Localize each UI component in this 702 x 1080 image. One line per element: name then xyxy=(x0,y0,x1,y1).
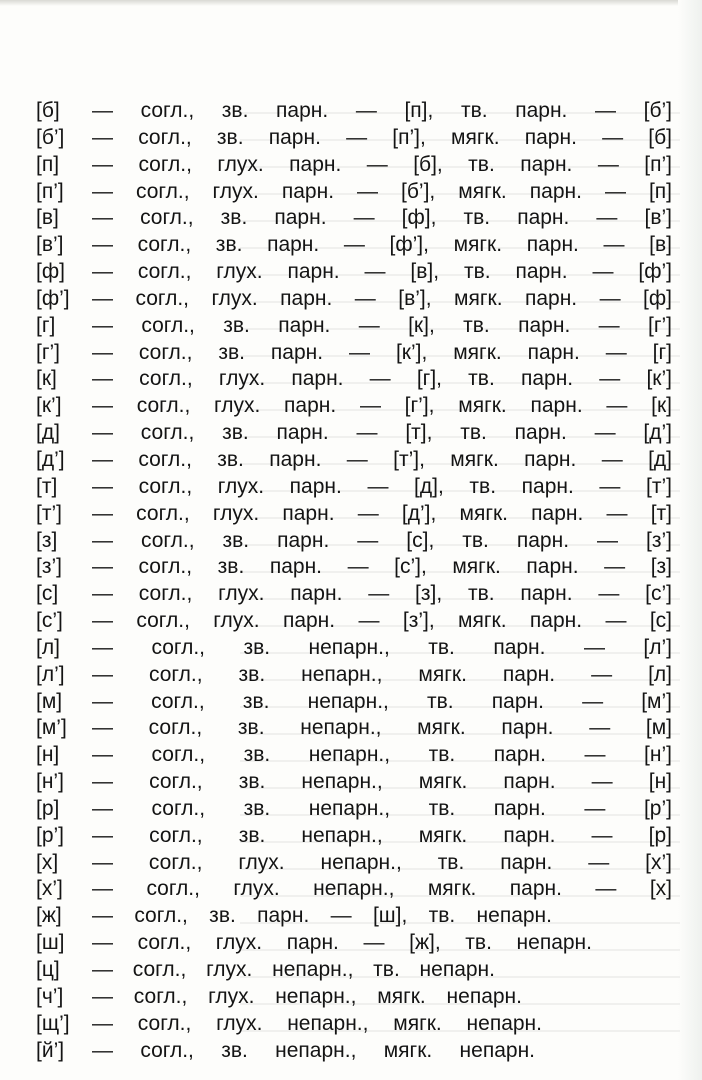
sound-symbol: [з] xyxy=(36,528,58,552)
page-right-edge xyxy=(678,0,702,1080)
sound-symbol: [т] xyxy=(36,474,58,498)
consonant-row xyxy=(36,286,672,313)
consonant-row xyxy=(36,984,664,1011)
sound-description: — согл., глух. парн. — [в], тв. парн. — [ф’] xyxy=(92,260,672,284)
sound-symbol: [щ’] xyxy=(36,1011,70,1035)
sound-description: — согл., глух. парн. — [г’], мягк. парн. — [к] xyxy=(92,394,672,418)
consonant-row xyxy=(36,689,672,716)
sound-symbol: [к’] xyxy=(36,394,62,418)
sound-description: — согл., зв. непарн., мягк. непарн. xyxy=(92,1038,535,1062)
sound-symbol: [з’] xyxy=(36,555,62,579)
sound-description: — согл., зв. парн. — [п], тв. парн. — [б’] xyxy=(92,99,672,122)
sound-description: — согл., зв. непарн., тв. парн. — [н’] xyxy=(92,743,672,767)
consonant-row xyxy=(36,98,672,125)
sound-symbol: [к] xyxy=(36,367,57,391)
consonant-row xyxy=(36,313,672,340)
sound-symbol: [ж] xyxy=(36,904,62,928)
consonant-list xyxy=(36,98,672,1064)
consonant-row xyxy=(36,420,672,447)
consonant-row xyxy=(36,125,672,152)
sound-symbol: [н] xyxy=(36,743,60,767)
sound-description: — согл., зв. непарн., мягк. парн. — [л] xyxy=(92,662,672,686)
page-top-edge xyxy=(0,0,702,6)
consonant-row xyxy=(36,850,672,877)
consonant-row xyxy=(36,232,672,259)
sound-description: — согл., глух. парн. — [з’], мягк. парн. — [с] xyxy=(92,609,672,633)
sound-description: — согл., глух. парн. — [г], тв. парн. — [к’] xyxy=(92,367,672,391)
sound-symbol: [н’] xyxy=(36,770,64,794)
consonant-row xyxy=(36,259,672,286)
sound-description: — согл., зв. парн. — [ш], тв. непарн. xyxy=(92,904,552,928)
sound-symbol: [ф] xyxy=(36,260,65,284)
consonant-row xyxy=(36,474,672,501)
consonant-row xyxy=(36,554,672,581)
consonant-row xyxy=(36,635,672,662)
sound-description: — согл., глух. непарн., мягк. непарн. xyxy=(92,984,522,1008)
sound-symbol: [б] xyxy=(36,99,60,122)
consonant-row xyxy=(36,366,672,393)
consonant-row xyxy=(36,876,672,903)
sound-symbol: [т’] xyxy=(36,501,62,525)
sound-symbol: [р’] xyxy=(36,823,65,847)
sound-description: — согл., зв. непарн., тв. парн. — [р’] xyxy=(92,796,672,820)
sound-symbol: [х’] xyxy=(36,877,63,901)
sound-symbol: [л’] xyxy=(36,662,65,686)
sound-symbol: [ф’] xyxy=(36,286,70,310)
sound-symbol: [х] xyxy=(36,850,59,874)
sound-description: — согл., зв. парн. — [с], тв. парн. — [з’] xyxy=(92,528,672,552)
consonant-row xyxy=(36,447,672,474)
sound-symbol: [м] xyxy=(36,689,63,713)
consonant-row xyxy=(36,608,672,635)
sound-symbol: [в’] xyxy=(36,233,64,257)
sound-description: — согл., зв. непарн., мягк. парн. — [р] xyxy=(92,823,672,847)
sound-description: — согл., зв. парн. — [к’], мягк. парн. — [г] xyxy=(92,340,672,364)
sound-description: — согл., глух. парн. — [б’], мягк. парн. — [п] xyxy=(92,179,672,203)
sound-symbol: [л] xyxy=(36,635,60,659)
sound-description: — согл., зв. парн. — [т], тв. парн. — [д’] xyxy=(92,421,672,445)
sound-description: — согл., глух. непарн., мягк. парн. — [х] xyxy=(92,877,672,901)
sound-description: — согл., глух. парн. — [д’], мягк. парн. — [т] xyxy=(92,501,672,525)
sound-symbol: [б’] xyxy=(36,125,65,149)
consonant-row xyxy=(36,501,672,528)
sound-symbol: [г’] xyxy=(36,340,60,364)
consonant-row xyxy=(36,393,672,420)
sound-symbol: [ш] xyxy=(36,931,65,955)
sound-symbol: [м’] xyxy=(36,716,67,740)
consonant-row xyxy=(36,1038,664,1065)
sound-description: — согл., зв. парн. — [п’], мягк. парн. — [б] xyxy=(92,125,672,149)
sound-symbol: [р] xyxy=(36,796,60,820)
sound-description: — согл., зв. парн. — [ф’], мягк. парн. — [в] xyxy=(92,233,672,257)
sound-description: — согл., зв. парн. — [ф], тв. парн. — [в’] xyxy=(92,206,672,230)
sound-description: — согл., глух. парн. — [з], тв. парн. — [с’] xyxy=(92,582,672,606)
sound-symbol: [п’] xyxy=(36,179,64,203)
sound-symbol: [с’] xyxy=(36,609,63,633)
sound-symbol: [д] xyxy=(36,421,60,445)
sound-symbol: [г] xyxy=(36,313,56,337)
sound-description: — согл., зв. непарн., мягк. парн. — [м] xyxy=(92,716,672,740)
sound-description: — согл., глух. парн. — [ж], тв. непарн. xyxy=(92,931,592,955)
sound-symbol: [с] xyxy=(36,582,59,606)
consonant-row xyxy=(36,742,672,769)
consonant-row xyxy=(36,581,672,608)
sound-description: — согл., зв. парн. — [к], тв. парн. — [г’] xyxy=(92,313,672,337)
sound-description: — согл., глух. парн. — [в’], мягк. парн. — [ф] xyxy=(92,286,672,310)
sound-description: — согл., зв. парн. — [т’], мягк. парн. — [д] xyxy=(92,447,672,471)
sound-description: — согл., глух. непарн., мягк. непарн. xyxy=(92,1011,542,1035)
sound-description: — согл., зв. непарн., тв. парн. — [л’] xyxy=(92,635,672,659)
sound-symbol: [д’] xyxy=(36,447,65,471)
sound-symbol: [ч’] xyxy=(36,984,64,1008)
consonant-row xyxy=(36,957,664,984)
sound-description: — согл., зв. непарн., мягк. парн. — [н] xyxy=(92,770,672,794)
sound-description: — согл., зв. парн. — [с’], мягк. парн. — [з] xyxy=(92,555,672,579)
consonant-row xyxy=(36,903,664,930)
consonant-row xyxy=(36,769,672,796)
consonant-row xyxy=(36,796,672,823)
consonant-row xyxy=(36,662,672,689)
sound-description: — согл., зв. непарн., тв. парн. — [м’] xyxy=(92,689,672,713)
sound-symbol: [п] xyxy=(36,152,60,176)
consonant-row xyxy=(36,528,672,555)
consonant-row xyxy=(36,930,664,957)
sound-description: — согл., глух. непарн., тв. парн. — [х’] xyxy=(92,850,672,874)
sound-description: — согл., глух. парн. — [б], тв. парн. — [п’] xyxy=(92,152,672,176)
consonant-row xyxy=(36,715,672,742)
sound-description: — согл., глух. непарн., тв. непарн. xyxy=(92,958,495,981)
sound-symbol: [в] xyxy=(36,206,59,230)
consonant-row xyxy=(36,1011,664,1038)
sound-symbol: [й’] xyxy=(36,1038,65,1062)
consonant-row xyxy=(36,152,672,179)
sound-description: — согл., глух. парн. — [д], тв. парн. — [т’] xyxy=(92,474,672,498)
consonant-row xyxy=(36,340,672,367)
consonant-row xyxy=(36,179,672,206)
sound-symbol: [ц] xyxy=(36,958,60,981)
consonant-row xyxy=(36,205,672,232)
consonant-row xyxy=(36,823,672,850)
